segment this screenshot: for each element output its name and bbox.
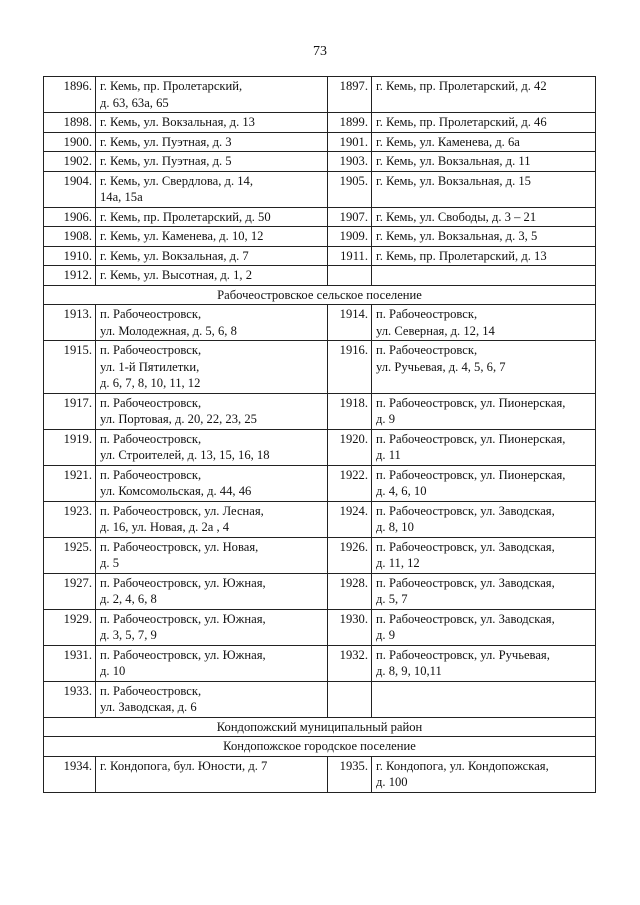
entry-address: [96, 465, 328, 501]
entry-number: 1896.: [44, 77, 96, 113]
entry-number: 1919.: [44, 429, 96, 465]
address-line: ул. Ручьевая, д. 4, 5, 6, 7: [376, 359, 506, 374]
entry-number: 1932.: [328, 645, 372, 681]
address-line: п. Рабочеостровск, ул. Ручьевая,: [376, 647, 550, 662]
address-line: п. Рабочеостровск, ул. Южная,: [100, 647, 266, 662]
entry-address: [96, 152, 328, 172]
entry-address: [96, 537, 328, 573]
address-line: п. Рабочеостровск, ул. Пионерская,: [376, 467, 566, 482]
section-title: Кондопожское городское поселение: [44, 737, 596, 757]
address-line: п. Рабочеостровск,: [100, 431, 202, 446]
table-row: [44, 152, 596, 172]
entry-number: 1914.: [328, 305, 372, 341]
entry-address: [372, 227, 596, 247]
table-row: [44, 305, 596, 341]
table-row: [44, 246, 596, 266]
table-row: [44, 465, 596, 501]
entry-number: 1909.: [328, 227, 372, 247]
entry-address: [372, 246, 596, 266]
entry-address: [96, 113, 328, 133]
entry-address: [96, 573, 328, 609]
entry-address: [372, 77, 596, 113]
section-title: Кондопожский муниципальный район: [44, 717, 596, 737]
address-table-body: [44, 77, 596, 793]
entry-address: [96, 756, 328, 792]
address-line: п. Рабочеостровск,: [100, 683, 202, 698]
entry-address: [372, 756, 596, 792]
address-line: п. Рабочеостровск,: [100, 467, 202, 482]
entry-address: [372, 207, 596, 227]
address-line: ул. Портовая, д. 20, 22, 23, 25: [100, 412, 257, 426]
address-line: п. Рабочеостровск,: [376, 343, 478, 357]
entry-number: 1925.: [44, 537, 96, 573]
address-line: г. Кемь, ул. Высотная, д. 1, 2: [100, 268, 252, 282]
entry-number: [328, 681, 372, 717]
table-row: [44, 113, 596, 133]
entry-number: 1921.: [44, 465, 96, 501]
entry-number: 1903.: [328, 152, 372, 172]
entry-number: 1935.: [328, 756, 372, 792]
entry-number: 1930.: [328, 609, 372, 645]
entry-address: [96, 501, 328, 537]
table-row: [44, 573, 596, 609]
entry-address: [96, 246, 328, 266]
address-line: д. 10: [100, 664, 126, 678]
entry-number: 1927.: [44, 573, 96, 609]
address-line: г. Кемь, ул. Свердлова, д. 14,: [100, 173, 253, 188]
section-header-row: [44, 285, 596, 305]
entry-address: [96, 429, 328, 465]
entry-number: 1912.: [44, 266, 96, 286]
entry-address: [96, 77, 328, 113]
address-line: г. Кондопога, бул. Юности, д. 7: [100, 758, 268, 773]
entry-address: [96, 227, 328, 247]
address-line: г. Кемь, ул. Вокзальная, д. 15: [376, 173, 531, 188]
table-row: [44, 341, 596, 394]
entry-address: [96, 341, 328, 394]
entry-number: 1913.: [44, 305, 96, 341]
address-line: п. Рабочеостровск, ул. Заводская,: [376, 575, 555, 590]
table-row: [44, 171, 596, 207]
entry-address: [96, 207, 328, 227]
table-row: [44, 501, 596, 537]
address-line: ул. Строителей, д. 13, 15, 16, 18: [100, 448, 270, 462]
entry-number: 1931.: [44, 645, 96, 681]
address-line: п. Рабочеостровск, ул. Пионерская,: [376, 395, 566, 410]
address-line: д. 11, 12: [376, 556, 420, 570]
entry-number: 1916.: [328, 341, 372, 394]
entry-address: [372, 429, 596, 465]
entry-number: 1922.: [328, 465, 372, 501]
entry-number: 1907.: [328, 207, 372, 227]
entry-address: [372, 266, 596, 286]
entry-address: [372, 341, 596, 394]
address-line: г. Кемь, пр. Пролетарский,: [100, 79, 243, 93]
address-line: ул. Молодежная, д. 5, 6, 8: [100, 323, 237, 338]
table-row: [44, 537, 596, 573]
entry-number: [328, 266, 372, 286]
entry-number: 1897.: [328, 77, 372, 113]
address-line: г. Кемь, ул. Пуэтная, д. 5: [100, 154, 232, 168]
table-row: [44, 609, 596, 645]
table-row: [44, 429, 596, 465]
entry-number: 1928.: [328, 573, 372, 609]
entry-number: 1904.: [44, 171, 96, 207]
address-line: д. 5: [100, 556, 120, 570]
table-row: [44, 77, 596, 113]
entry-number: 1917.: [44, 393, 96, 429]
entry-address: [96, 132, 328, 152]
table-row: [44, 266, 596, 286]
entry-address: [96, 609, 328, 645]
address-line: п. Рабочеостровск, ул. Заводская,: [376, 611, 555, 626]
address-line: п. Рабочеостровск, ул. Заводская,: [376, 539, 555, 554]
entry-address: [96, 645, 328, 681]
entry-address: [372, 645, 596, 681]
address-line: г. Кемь, пр. Пролетарский, д. 42: [376, 79, 547, 93]
entry-address: [372, 152, 596, 172]
entry-number: 1908.: [44, 227, 96, 247]
entry-number: 1898.: [44, 113, 96, 133]
entry-number: 1929.: [44, 609, 96, 645]
entry-number: 1926.: [328, 537, 372, 573]
address-line: г. Кемь, ул. Свободы, д. 3 – 21: [376, 209, 537, 224]
entry-number: 1934.: [44, 756, 96, 792]
address-line: г. Кемь, пр. Пролетарский, д. 46: [376, 115, 547, 129]
table-row: [44, 645, 596, 681]
section-header-row: [44, 717, 596, 737]
table-row: [44, 207, 596, 227]
address-line: 14а, 15а: [100, 190, 143, 204]
entry-address: [96, 681, 328, 717]
entry-address: [372, 609, 596, 645]
address-line: г. Кемь, ул. Каменева, д. 10, 12: [100, 229, 264, 243]
address-line: д. 63, 63а, 65: [100, 95, 169, 110]
section-header-row: [44, 737, 596, 757]
address-line: п. Рабочеостровск, ул. Лесная,: [100, 503, 264, 518]
address-table: [43, 76, 596, 793]
address-line: п. Рабочеостровск,: [376, 307, 478, 321]
entry-address: [372, 465, 596, 501]
entry-number: 1933.: [44, 681, 96, 717]
entry-address: [372, 132, 596, 152]
address-line: п. Рабочеостровск, ул. Новая,: [100, 539, 259, 554]
address-line: п. Рабочеостровск, ул. Южная,: [100, 611, 266, 626]
entry-address: [372, 305, 596, 341]
table-row: [44, 393, 596, 429]
entry-address: [372, 537, 596, 573]
address-line: д. 100: [376, 775, 408, 789]
entry-number: 1924.: [328, 501, 372, 537]
table-row: [44, 132, 596, 152]
address-line: п. Рабочеостровск, ул. Южная,: [100, 575, 266, 590]
entry-number: 1918.: [328, 393, 372, 429]
entry-number: 1899.: [328, 113, 372, 133]
address-line: г. Кемь, ул. Вокзальная, д. 11: [376, 154, 531, 168]
address-line: д. 4, 6, 10: [376, 484, 427, 498]
entry-number: 1906.: [44, 207, 96, 227]
entry-address: [372, 573, 596, 609]
address-line: д. 9: [376, 628, 396, 642]
address-line: г. Кемь, ул. Пуэтная, д. 3: [100, 134, 232, 149]
table-row: [44, 227, 596, 247]
address-line: п. Рабочеостровск, ул. Заводская,: [376, 503, 555, 518]
address-line: д. 11: [376, 448, 401, 462]
address-line: ул. Северная, д. 12, 14: [376, 323, 495, 338]
address-line: г. Кемь, пр. Пролетарский, д. 50: [100, 209, 271, 224]
address-line: д. 6, 7, 8, 10, 11, 12: [100, 376, 201, 390]
entry-number: 1901.: [328, 132, 372, 152]
address-line: ул. Заводская, д. 6: [100, 700, 197, 714]
page-number: 73: [313, 44, 327, 59]
address-line: ул. 1-й Пятилетки,: [100, 359, 200, 374]
address-line: г. Кемь, ул. Вокзальная, д. 13: [100, 115, 255, 129]
entry-address: [372, 171, 596, 207]
entry-number: 1923.: [44, 501, 96, 537]
address-line: д. 5, 7: [376, 592, 408, 606]
address-line: п. Рабочеостровск, ул. Пионерская,: [376, 431, 566, 446]
address-line: д. 8, 9, 10,11: [376, 664, 442, 678]
address-line: д. 2, 4, 6, 8: [100, 592, 157, 606]
entry-address: [372, 113, 596, 133]
entry-number: 1902.: [44, 152, 96, 172]
address-line: г. Кондопога, ул. Кондопожская,: [376, 758, 549, 773]
entry-number: 1905.: [328, 171, 372, 207]
entry-address: [372, 393, 596, 429]
section-title: Рабочеостровское сельское поселение: [44, 285, 596, 305]
entry-address: [96, 393, 328, 429]
address-line: п. Рабочеостровск,: [100, 395, 202, 410]
address-line: г. Кемь, ул. Вокзальная, д. 3, 5: [376, 229, 538, 243]
address-line: п. Рабочеостровск,: [100, 343, 202, 357]
entry-number: 1900.: [44, 132, 96, 152]
entry-address: [96, 171, 328, 207]
address-line: г. Кемь, ул. Вокзальная, д. 7: [100, 248, 249, 263]
entry-number: 1911.: [328, 246, 372, 266]
address-line: д. 16, ул. Новая, д. 2а , 4: [100, 520, 230, 534]
entry-address: [372, 681, 596, 717]
entry-number: 1915.: [44, 341, 96, 394]
address-line: г. Кемь, пр. Пролетарский, д. 13: [376, 248, 547, 263]
entry-number: 1910.: [44, 246, 96, 266]
address-line: г. Кемь, ул. Каменева, д. 6а: [376, 134, 520, 149]
entry-address: [372, 501, 596, 537]
address-line: ул. Комсомольская, д. 44, 46: [100, 484, 252, 498]
entry-number: 1920.: [328, 429, 372, 465]
table-row: [44, 681, 596, 717]
address-line: д. 3, 5, 7, 9: [100, 628, 157, 642]
entry-address: [96, 266, 328, 286]
entry-address: [96, 305, 328, 341]
address-line: п. Рабочеостровск,: [100, 307, 202, 321]
address-line: д. 8, 10: [376, 520, 414, 534]
address-line: д. 9: [376, 412, 396, 426]
table-row: [44, 756, 596, 792]
